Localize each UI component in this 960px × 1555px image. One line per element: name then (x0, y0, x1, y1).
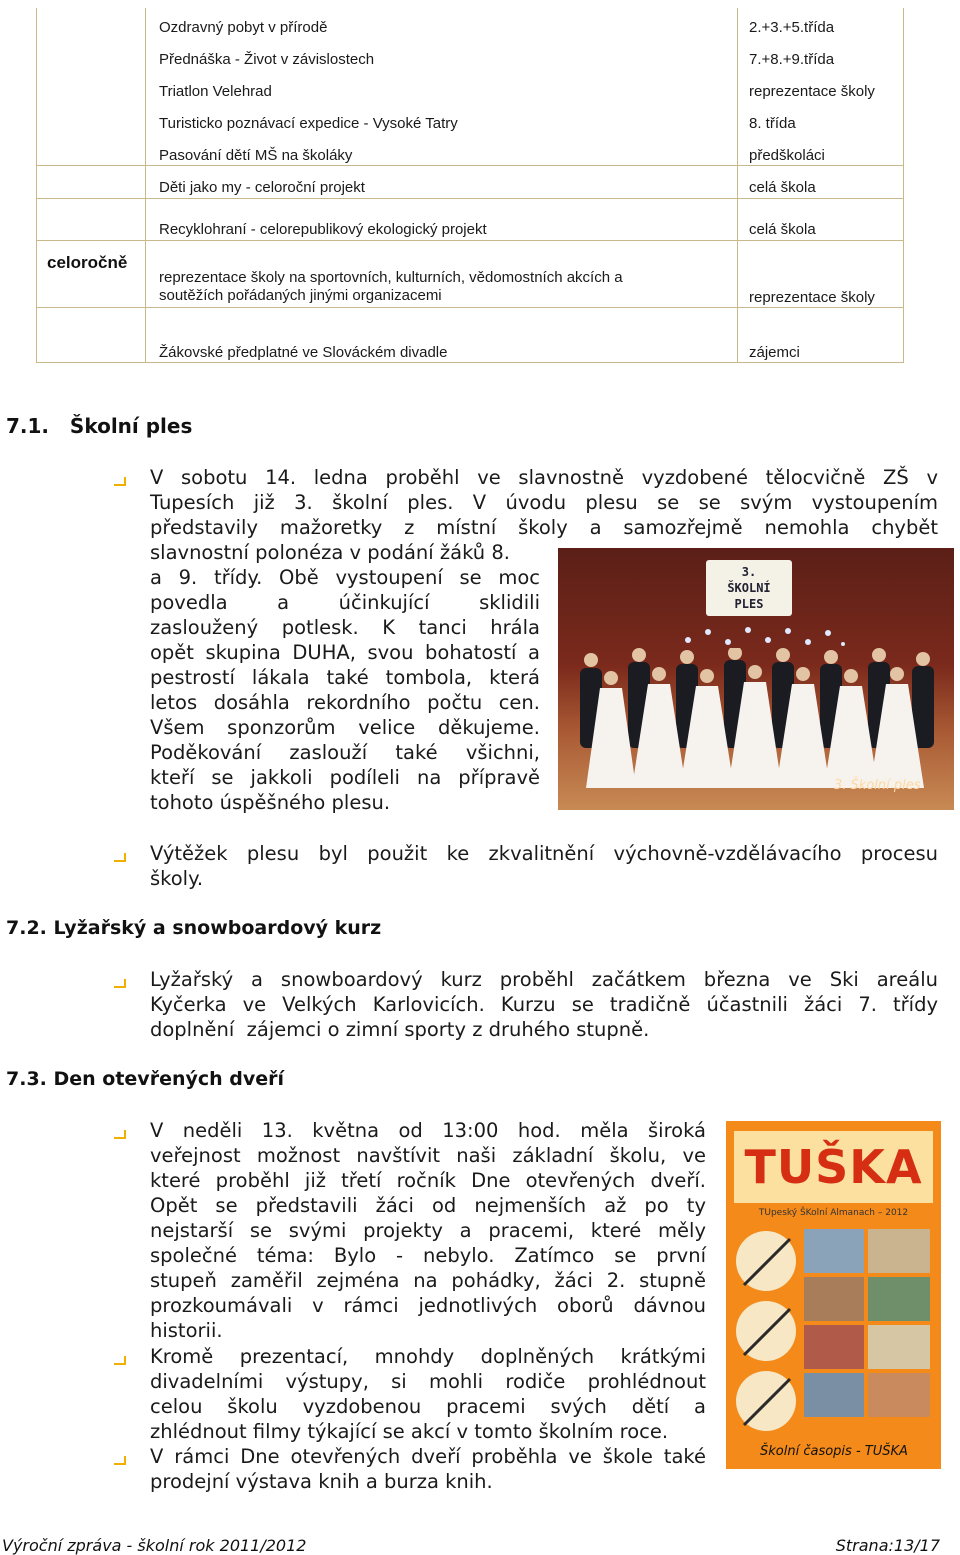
activity-cell: Recyklohraní - celorepublikový ekologický projekt (159, 221, 487, 238)
text-line: představily mažoretky z místní školy a samozřejmě nemohla chybět (150, 516, 938, 539)
participants-cell: reprezentace školy (749, 83, 875, 100)
table-row-line (37, 165, 903, 166)
table-divider (145, 8, 146, 362)
participants-cell: předškoláci (749, 147, 825, 164)
table-row-line (37, 307, 903, 308)
text-line: Opět se představili žáci od nejmenších až po ty (150, 1194, 706, 1217)
open-day-paragraph-2 (150, 1344, 706, 1444)
footer-report-title: Výroční zpráva - školní rok 2011/2012 (2, 1536, 307, 1555)
table-row-line (37, 198, 903, 199)
text-line: opět skupina DUHA, svou bohatostí a (150, 641, 540, 664)
photo-sign (706, 560, 792, 616)
activity-cell: Pasování dětí MŠ na školáky (159, 147, 353, 164)
bullet-icon (114, 1128, 128, 1139)
participants-cell: 7.+8.+9.třída (749, 51, 835, 68)
text-line: Tupesích již 3. školní ples. V úvodu plesu se se svým vystoupením (150, 491, 938, 514)
activity-cell: reprezentace školy na sportovních, kulturních, vědomostních akcích a (159, 269, 623, 286)
period-label: celoročně (47, 253, 128, 272)
text-line: slavnostní polonéza v podání žáků 8. (150, 541, 510, 564)
activity-cell: Děti jako my - celoroční projekt (159, 179, 365, 196)
participants-cell: 8. třída (749, 115, 796, 132)
open-day-paragraph-3 (150, 1444, 706, 1494)
magazine-caption: Školní časopis - TUŠKA (760, 1444, 908, 1459)
text-line: Poděkování zaslouží také všichni, (150, 741, 540, 764)
ples-proceeds-paragraph (150, 841, 938, 891)
activities-table (36, 8, 904, 363)
sign-line: PLES (734, 597, 764, 611)
text-line: společné téma: Bylo - nebylo. Zatímco se první (150, 1244, 706, 1267)
sign-line: ŠKOLNÍ (727, 581, 771, 595)
table-divider (737, 8, 738, 362)
activity-cell: Turisticko poznávací expedice - Vysoké Tatry (159, 115, 458, 132)
section-heading-ski: 7.2. Lyžařský a snowboardový kurz (6, 917, 382, 939)
text-line: školy. (150, 867, 204, 890)
photo-caption: 3. Školní ples (834, 778, 921, 793)
text-line: V neděli 13. května od 13:00 hod. měla široká (150, 1119, 706, 1142)
table-row-line (37, 240, 903, 241)
text-line: zasloužený potlesk. K tanci hrála (150, 616, 540, 639)
section-heading-open-day: 7.3. Den otevřených dveří (6, 1068, 285, 1090)
text-line: nejstarší se svými projekty a pracemi, které měly (150, 1219, 706, 1242)
activity-cell: Žákovské předplatné ve Slováckém divadle (159, 344, 448, 361)
text-line: Lyžařský a snowboardový kurz proběhl začátkem března ve Ski areálu (150, 968, 938, 991)
magazine-subtitle: TUpeský ŠKolní Almanach – 2012 (758, 1208, 909, 1218)
magazine-cover (726, 1121, 941, 1469)
ski-paragraph (150, 967, 938, 1042)
text-line: zhlédnout filmy týkající se akcí v tomto školním roce. (150, 1420, 669, 1443)
footer-page-number: Strana:13/17 (835, 1536, 940, 1555)
text-line: Výtěžek plesu byl použit ke zkvalitnění výchovně-vzdělávacího procesu (150, 842, 938, 865)
participants-cell: celá škola (749, 179, 816, 196)
participants-cell: 2.+3.+5.třída (749, 19, 835, 36)
text-line: prozkoumávali v rámci jednotlivých oborů dávnou (150, 1294, 706, 1317)
text-line: historii. (150, 1319, 223, 1342)
bullet-icon (114, 977, 128, 988)
open-day-paragraph-1 (150, 1118, 706, 1343)
bullet-icon (114, 1354, 128, 1365)
text-line: stupeň zaměřil zejména na pohádky, žáci 2. stupně (150, 1269, 706, 1292)
magazine-title: TUŠKA (734, 1131, 933, 1203)
text-line: prodejní výstava knih a burza knih. (150, 1470, 493, 1493)
text-line: kteří se jakkoli podíleli na přípravě (150, 766, 540, 789)
participants-cell: reprezentace školy (749, 289, 875, 306)
activity-cell: Triatlon Velehrad (159, 83, 272, 100)
text-line: a 9. třídy. Obě vystoupení se moc (150, 566, 540, 589)
text-line: povedla a účinkující sklidili (150, 591, 540, 614)
activity-cell: Přednáška - Život v závislostech (159, 51, 375, 68)
text-line: celou školu vyzdobenou pracemi svých dětí a (150, 1395, 706, 1418)
participants-cell: zájemci (749, 344, 800, 361)
text-line: V rámci Dne otevřených dveří proběhla ve škole také (150, 1445, 706, 1468)
bullet-icon (114, 1454, 128, 1465)
bullet-icon (114, 851, 128, 862)
text-line: pestrostí lákala také tombola, která (150, 666, 540, 689)
magazine-collage (734, 1225, 933, 1435)
bullet-icon (114, 475, 128, 486)
text-line: V sobotu 14. ledna proběhl ve slavnostně vyzdobené tělocvičně ZŠ v (150, 466, 938, 489)
text-line: které proběhl již třetí ročník Dne otevřených dveří. (150, 1169, 706, 1192)
text-line: Kromě prezentací, mnohdy doplněných krátkými (150, 1345, 706, 1368)
text-line: letos dosáhla rekordního počtu cen. (150, 691, 540, 714)
text-line: divadelními výstupy, si mohli rodiče prohlédnout (150, 1370, 706, 1393)
text-line: Kyčerka ve Velkých Karlovicích. Kurzu se tradičně účastnili žáci 7. třídy (150, 993, 938, 1016)
school-ball-photo (558, 548, 954, 810)
text-line: tohoto úspěšného plesu. (150, 791, 391, 814)
activity-cell: soutěžích pořádaných jinými organizacemi (159, 287, 442, 304)
text-line: veřejnost možnost navštívit naši základní školu, ve (150, 1144, 706, 1167)
text-line: Všem sponzorům velice děkujeme. (150, 716, 540, 739)
participants-cell: celá škola (749, 221, 816, 238)
section-heading-ples: 7.1. Školní ples (6, 414, 193, 438)
dancers-illustration (570, 648, 942, 798)
text-line: doplnění zájemci o zimní sporty z druhého stupně. (150, 1018, 650, 1041)
sign-line: 3. (741, 565, 757, 579)
activity-cell: Ozdravný pobyt v přírodě (159, 19, 328, 36)
